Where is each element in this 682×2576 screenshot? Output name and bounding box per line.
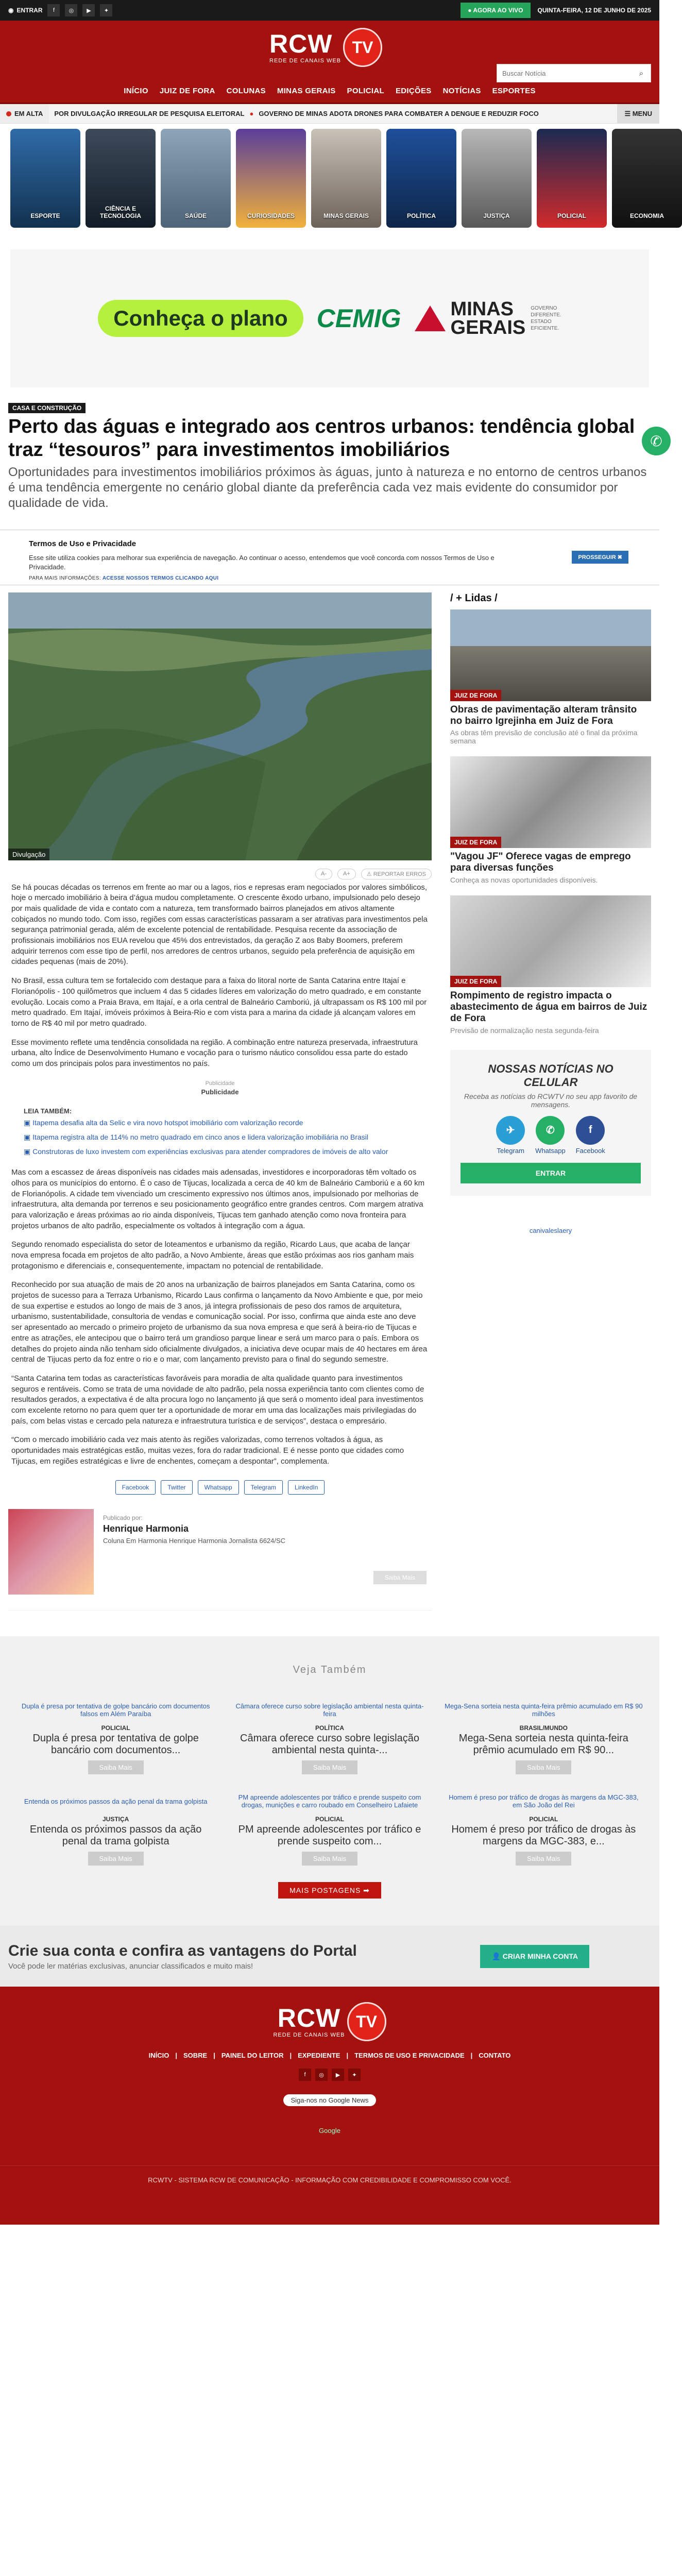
most-read-item[interactable]: JUIZ DE FORA "Vagou JF" Oferece vagas de emprego para diversas funções Conheça as novas oportunidades disponíveis. bbox=[450, 756, 651, 884]
most-read-item[interactable]: JUIZ DE FORA Obras de pavimentação alteram trânsito no bairro Igrejinha em Juiz de Fora As obras têm previsão de conclusão até o final da próxima semana bbox=[450, 609, 651, 745]
nav-policial[interactable]: POLICIAL bbox=[347, 87, 384, 95]
related-links: LEIA TAMBÉM: ▣ Itapema desafia alta da Selic e vira novo hotspot imobiliário com valorização recorde ▣ Itapema registra alta de 114% no metro quadrado em cinco anos e lidera valorização imobiliária no Brasil ▣ Construtoras de luxo investem com experiências exclusivas para atender compradores de imóveis de alto valor bbox=[11, 1107, 429, 1156]
twitter-icon[interactable]: ✦ bbox=[100, 4, 112, 16]
login-button[interactable]: ◉ ENTRAR bbox=[8, 7, 43, 14]
cookie-accept-button[interactable]: PROSSEGUIR ✖ bbox=[572, 551, 628, 564]
share-telegram-button[interactable]: Telegram bbox=[244, 1480, 283, 1495]
category-saude[interactable]: SAÚDE bbox=[161, 129, 231, 228]
ticker-item[interactable]: POR DIVULGAÇÃO IRREGULAR DE PESQUISA ELEITORAL bbox=[54, 110, 245, 117]
search-icon[interactable]: ⌕ bbox=[639, 69, 644, 78]
site-header bbox=[0, 21, 659, 104]
article-title: Perto das águas e integrado aos centros urbanos: tendência global traz “tesouros” para investimentos imobiliários bbox=[8, 416, 635, 461]
article-main bbox=[8, 592, 432, 1611]
share-buttons bbox=[8, 1480, 432, 1495]
nav-minas-gerais[interactable]: MINAS GERAIS bbox=[277, 87, 336, 95]
see-also-card[interactable]: Dupla é presa por tentativa de golpe bancário com documentos falsos em Além Paraíba POLICIAL Dupla é presa por tentativa de golpe bancário com documentos... Saiba Mais bbox=[16, 1697, 215, 1774]
twitter-icon[interactable]: ✦ bbox=[348, 2069, 361, 2081]
minas-gerais-logo-icon bbox=[415, 306, 446, 331]
search-input[interactable] bbox=[497, 64, 632, 82]
read-more-button: Saiba Mais bbox=[302, 1852, 357, 1866]
footer-link-inicio[interactable]: INÍCIO bbox=[148, 2052, 169, 2060]
signup-cta: Crie sua conta e confira as vantagens do Portal Você pode ler matérias exclusivas, anunciar classificados e muito mais! 👤 CRIAR MINHA CONTA bbox=[0, 1926, 659, 1987]
menu-button[interactable]: ☰ MENU bbox=[617, 104, 659, 123]
share-linkedin-button[interactable]: LinkedIn bbox=[288, 1480, 325, 1495]
telegram-link[interactable]: ✈ Telegram bbox=[496, 1116, 525, 1155]
site-footer bbox=[0, 1987, 659, 2225]
share-whatsapp-button[interactable]: Whatsapp bbox=[198, 1480, 239, 1495]
category-curiosidades[interactable]: CURIOSIDADES bbox=[236, 129, 306, 228]
footer-links: INÍCIO | SOBRE | PAINEL DO LEITOR | EXPEDIENTE | TERMOS DE USO E PRIVACIDADE | CONTATO bbox=[148, 2052, 511, 2060]
live-button[interactable]: ● AGORA AO VIVO bbox=[461, 3, 530, 18]
footer-logo[interactable]: RCW REDE DE CANAIS WEB TV bbox=[273, 2002, 386, 2041]
see-also-card[interactable]: Entenda os próximos passos da ação penal da trama golpista JUSTIÇA Entenda os próximos passos da ação penal da trama golpista Saiba Mais bbox=[16, 1788, 215, 1866]
nav-edicoes[interactable]: EDIÇÕES bbox=[395, 87, 432, 95]
youtube-icon[interactable]: ▶ bbox=[332, 2069, 344, 2081]
more-posts-button[interactable]: MAIS POSTAGENS ➡ bbox=[278, 1882, 381, 1899]
trending-ticker: EM ALTA POR DIVULGAÇÃO IRREGULAR DE PESQUISA ELEITORAL ● GOVERNO DE MINAS ADOTA DRONES PARA COMBATER A DENGUE E REDUZIR FOCO ☰ MENU bbox=[0, 104, 659, 124]
see-also-card[interactable]: Câmara oferece curso sobre legislação ambiental nesta quinta-feira POLÍTICA Câmara oferece curso sobre legislação ambiental nesta quinta-... Saiba Mais bbox=[230, 1697, 429, 1774]
category-carousel bbox=[0, 124, 664, 235]
see-also-card[interactable]: Homem é preso por tráfico de drogas às margens da MGC-383, em São João del Rei POLICIAL Homem é preso por tráfico de drogas às margens da MGC-383, e... Saiba Mais bbox=[445, 1788, 643, 1866]
category-politica[interactable]: POLÍTICA bbox=[386, 129, 456, 228]
ad-image-link[interactable]: canivaleslaery bbox=[529, 1226, 572, 1234]
category-esporte[interactable]: ESPORTE bbox=[10, 129, 80, 228]
site-logo[interactable]: RCW REDE DE CANAIS WEB TV bbox=[269, 28, 382, 67]
avatar bbox=[8, 1509, 94, 1595]
category-minas-gerais[interactable]: MINAS GERAIS bbox=[311, 129, 381, 228]
see-also-card[interactable]: PM apreende adolescentes por tráfico e prende suspeito com drogas, munições e carro roubado em Conselheiro Lafaiete POLICIAL PM apreende adolescentes por tráfico e prende suspeito com... Saiba Mais bbox=[230, 1788, 429, 1866]
nav-esportes[interactable]: ESPORTES bbox=[492, 87, 536, 95]
nav-colunas[interactable]: COLUNAS bbox=[226, 87, 266, 95]
whatsapp-icon: ✆ bbox=[536, 1116, 565, 1145]
separator-dot: ● bbox=[249, 110, 254, 117]
ad-banner[interactable]: Conheça o plano CEMIG MINAS GERAIS GOVERNO DIFERENTE. ESTADO EFICIENTE. bbox=[10, 249, 649, 387]
see-also-section: Veja Também Dupla é presa por tentativa de golpe bancário com documentos falsos em Além Paraíba POLICIAL Dupla é presa por tentativa de golpe bancário com documentos... Saiba Mais Câmara oferece curso sobre legislação ambiental nesta quinta-feira POLÍTICA Câmara oferece curso sobre legislação ambiental nesta quinta-... Saiba Mais Mega-Sena sorteia nesta quinta-feira prêmio acumulado em R$ 90 milhões BRASIL/MUNDO Mega-Sena sorteia nesta quinta-feira prêmio acumulado em R$ 90... Saiba Mais Entenda os próximos passos da ação penal da trama golpista JUSTIÇA Entenda os próximos passos da ação penal da trama golpista Saiba Mais PM apreende adolescentes por tráfico e prende suspeito com drogas, munições e carro roubado em Conselheiro Lafaiete POLICIAL PM apreende adolescentes por tráfico e prende suspeito com... Saiba Mais Homem é preso por tráfico de drogas às margens da MGC-383, em São João del Rei POLICIAL Homem é preso por tráfico de drogas às margens da MGC-383, e... Saiba Mais MAIS POSTAGENS ➡ bbox=[0, 1636, 659, 1926]
nav-inicio[interactable]: INÍCIO bbox=[124, 87, 148, 95]
current-date: QUINTA-FEIRA, 12 DE JUNHO DE 2025 bbox=[537, 7, 651, 14]
copyright: RCWTV - SISTEMA RCW DE COMUNICAÇÃO - INFORMAÇÃO COM CREDIBILIDADE E COMPROMISSO COM VOCÊ. bbox=[0, 2165, 659, 2184]
article-body: Se há poucas décadas os terrenos em frente ao mar ou a lagos, rios e represas eram negociados por valores simbólicos, hoje o mercado imobiliário à beira d’água mudou completamente. O crescente êxodo urbano, impulsionado pelo desejo por mais qualidade de vida e contato com a natureza, tem transformado bairros planejados em ativos altamente cobiçados no mundo todo. Com isso, regiões com essas características passaram a ser atrativas para investimentos pela segurança patrimonial gerada, além de excelente potencial de rentabilidade. Pesquisa recente da associação de profissionais imobiliários nos EUA revelou que 45% dos entrevistados, da geração Z aos Baby Boomers, preferem adquirir terrenos com esse tipo de perfil, nos arredores de centros urbanos, seguido pela preferência de aquisição em cidades pequenas (mais de 20%). No Brasil, essa cultura tem se fortalecido com destaque para a faixa do litoral norte de Santa Catarina entre Itajaí e Florianópolis - 100 quilômetros que incluem 4 das 5 cidades líderes em valorização do metro quadrado, e em constante evolução. Locais como a Praia Brava, em Itajaí, e a orla central de Balneário Camboriú, já ultrapassam os R$ 100 mil por metro quadrado. Em Itajaí, imóveis próximos à Beira-Rio e com vista para a marina da cidade já alcançam valores em torno de R$ 40 mil por metro quadrado. Esse movimento reflete uma tendência consolidada na região. A combinação entre natureza preservada, infraestrutura urbana, alto Índice de Desenvolvimento Humano e vocação para o turismo náutico consolidou essa parte do estado como um dos principais polos para investimentos no país. Publicidade Publicidade LEIA TAMBÉM: ▣ Itapema desafia alta da Selic e vira novo hotspot imobiliário com valorização recorde ▣ Itapema registra alta de 114% no metro quadrado em cinco anos e lidera valorização imobiliária no Brasil ▣ Construtoras de luxo investem com experiências exclusivas para atender compradores de imóveis de alto valor Mas com a escassez de áreas disponíveis nas cidades mais adensadas, investidores e incorporadoras têm voltado os olhos para os municípios do entorno. É o caso de Tijucas, localizada a cerca de 40 km de Balneário Camboriú e a 60 km de Florianópolis. A cidade tem vivenciado um crescimento expressivo nos últimos anos, impulsionado por melhorias de infraestrutura, alta demanda por terrenos e seu posicionamento geográfico entre grandes centros. Com margem atrativa para valorização e áreas próximas ao rio ainda disponíveis, Tijucas tem ganhado atenção como nova fronteira para projetos urbanos de alto padrão, especialmente os voltados à integração com a água. Segundo renomado especialista do setor de loteamentos e urbanismo da região, Ricardo Laus, que acaba de lançar nova empresa focada em projetos de alto padrão, a Novo Ambiente, áreas que estão próximas aos rios ganham mais protagonismo e diferenciais e, consequentemente, impactam no potencial de rentabilidade. Reconhecido por sua atuação de mais de 20 anos na urbanização de bairros planejados em Santa Catarina, como os projetos de sucesso para a Terraza Urbanismo, Ricardo Laus confirma o lançamento da Novo Ambiente e que, por meio de sua expertise e estudos ao longo de mais de 3 anos, já integra profissionais de peso dos ramos de arquitetura, urbanismo, sustentabilidade, consultoria de vendas e comunicação social. Por isso, confirma que ainda este ano deve ser apresentado ao mercado o primeiro projeto de urbanismo da sua nova empresa e que será à beira-rio de Tijucas e entre as atrações, ele antecipou que o bairro terá um grandioso parque linear e será um marco para o país. Embora os detalhes do projeto ainda não tenham sido oficialmente divulgados, a iniciativa deve ocupar mais de 40 hectares em área central de Tijucas perto da foz entre o rio e o mar, com lançamento previsto para o final do segundo semestre. “Santa Catarina tem todas as características favoráveis para moradia de alta qualidade quanto para investimentos seguros e rentáveis. Como se trata de uma novidade de alto padrão, pela nossa experiência tanto com clientes como de resultados gerados, a expectativa é de alta procura logo no lançamento já que será o momento ideal para investimentos com excelente retorno no para quem quer ter a oportunidade de morar em uma das localizações mais privilegiadas do país, com belas vistas e cercado pela natureza e infraestrutura turística e de serviços”, destaca o empresário. “Com o mercado imobiliário cada vez mais atento às regiões valorizadas, como terrenos voltados à água, as oportunidades mais estratégicas estão, muitas vezes, fora do radar tradicional. E é nesse ponto que cidades como Tijucas, em regiões estratégicas e livre de enchentes, começam a despontar”, complementa. bbox=[8, 883, 432, 1467]
report-error-button[interactable]: ⚠ REPORTAR ERROS bbox=[361, 869, 432, 879]
telegram-icon: ✈ bbox=[496, 1116, 525, 1145]
terms-link[interactable]: ACESSE NOSSOS TERMOS CLICANDO AQUI bbox=[102, 575, 219, 582]
author-name[interactable]: Henrique Harmonia bbox=[103, 1523, 189, 1534]
share-twitter-button[interactable]: Twitter bbox=[161, 1480, 192, 1495]
nav-noticias[interactable]: NOTÍCIAS bbox=[442, 87, 481, 95]
read-more-button: Saiba Mais bbox=[516, 1852, 571, 1866]
footer-link-expediente[interactable]: EXPEDIENTE bbox=[298, 2052, 340, 2060]
category-justica[interactable]: JUSTIÇA bbox=[462, 129, 532, 228]
nav-juiz-de-fora[interactable]: JUIZ DE FORA bbox=[159, 87, 215, 95]
most-read-item[interactable]: JUIZ DE FORA Rompimento de registro impacta o abastecimento de água em bairros de Juiz de Fora Previsão de normalização nesta segunda-feira bbox=[450, 895, 651, 1035]
live-dot-icon bbox=[6, 111, 11, 116]
google-badge-link[interactable]: Google bbox=[319, 2127, 340, 2135]
whatsapp-link[interactable]: ✆ Whatsapp bbox=[535, 1116, 566, 1155]
article-category[interactable]: CASA E CONSTRUÇÃO bbox=[8, 403, 86, 413]
facebook-icon: f bbox=[576, 1116, 605, 1145]
facebook-icon[interactable]: f bbox=[299, 2069, 311, 2081]
footer-link-painel[interactable]: PAINEL DO LEITOR bbox=[221, 2052, 284, 2060]
related-link[interactable]: ▣ Itapema registra alta de 114% no metro quadrado em cinco anos e lidera valorização imobiliária no Brasil bbox=[24, 1132, 368, 1141]
sidebar bbox=[450, 592, 651, 1611]
google-news-button[interactable]: Siga-nos no Google News bbox=[283, 2094, 376, 2106]
enter-button[interactable]: ENTRAR bbox=[461, 1163, 641, 1183]
category-policial[interactable]: POLICIAL bbox=[537, 129, 607, 228]
article-image bbox=[8, 592, 432, 860]
related-link[interactable]: ▣ Itapema desafia alta da Selic e vira novo hotspot imobiliário com valorização recorde bbox=[24, 1118, 303, 1127]
read-more-button: Saiba Mais bbox=[88, 1760, 144, 1774]
river-landscape-image bbox=[8, 592, 432, 860]
author-box: Publicado por: Henrique Harmonia Coluna Em Harmonia Henrique Harmonia Jornalista 6624/SC Saiba Mais bbox=[8, 1504, 432, 1611]
author-more-button[interactable]: Saiba Mais bbox=[373, 1571, 427, 1584]
create-account-button[interactable]: 👤 CRIAR MINHA CONTA bbox=[480, 1945, 589, 1968]
instagram-icon[interactable]: ◎ bbox=[315, 2069, 328, 2081]
cookie-banner: Termos de Uso e Privacidade Esse site utiliza cookies para melhorar sua experiência de navegação. Ao continuar o acesso, entendemos que você concorda com nossos Termos de Uso e Privacidade. PARA MAIS INFORMAÇÕES: ACESSE NOSSOS TERMOS CLICANDO AQUI PROSSEGUIR ✖ bbox=[0, 530, 659, 585]
article-subtitle: Oportunidades para investimentos imobiliários próximos às águas, junto à natureza e no entorno de centros urbanos é uma tendência emergente no cenário global diante da preferência cada vez mais evidente do consumidor por qualidade de vida. bbox=[8, 465, 647, 510]
image-caption: Divulgação bbox=[8, 849, 49, 860]
category-ciencia[interactable]: CIÊNCIA E TECNOLOGIA bbox=[86, 129, 156, 228]
instagram-icon[interactable]: ◎ bbox=[65, 4, 77, 16]
font-decrease-button[interactable]: A- bbox=[315, 869, 332, 879]
share-facebook-button[interactable]: Facebook bbox=[115, 1480, 156, 1495]
footer-link-contato[interactable]: CONTATO bbox=[479, 2052, 511, 2060]
article-tools bbox=[8, 860, 432, 883]
footer-link-sobre[interactable]: SOBRE bbox=[183, 2052, 208, 2060]
most-read-title: / + Lidas / bbox=[450, 592, 498, 604]
main-nav bbox=[0, 87, 659, 95]
ad-slot: Publicidade Publicidade bbox=[201, 1080, 239, 1096]
read-more-button: Saiba Mais bbox=[516, 1760, 571, 1774]
search-box bbox=[497, 64, 651, 82]
youtube-icon[interactable]: ▶ bbox=[82, 4, 95, 16]
facebook-link[interactable]: f Facebook bbox=[576, 1116, 605, 1155]
font-increase-button[interactable]: A+ bbox=[337, 869, 356, 879]
ticker-item[interactable]: GOVERNO DE MINAS ADOTA DRONES PARA COMBATER A DENGUE E REDUZIR FOCO bbox=[259, 110, 539, 117]
related-link[interactable]: ▣ Construtoras de luxo investem com experiências exclusivas para atender compradores de imóveis de alto valor bbox=[24, 1147, 388, 1156]
whatsapp-float-icon[interactable]: ✆ bbox=[642, 427, 671, 455]
facebook-icon[interactable]: f bbox=[47, 4, 60, 16]
mobile-news-box: NOSSAS NOTÍCIAS NO CELULAR Receba as notícias do RCWTV no seu app favorito de mensagens. ✈ Telegram ✆ Whatsapp f Facebook ENTRAR bbox=[450, 1050, 651, 1196]
read-more-button: Saiba Mais bbox=[302, 1760, 357, 1774]
footer-link-termos[interactable]: TERMOS DE USO E PRIVACIDADE bbox=[354, 2052, 465, 2060]
category-economia[interactable]: ECONOMIA bbox=[612, 129, 682, 228]
see-also-card[interactable]: Mega-Sena sorteia nesta quinta-feira prêmio acumulado em R$ 90 milhões BRASIL/MUNDO Mega-Sena sorteia nesta quinta-feira prêmio acumulado em R$ 90... Saiba Mais bbox=[445, 1697, 643, 1774]
user-icon: ◉ bbox=[8, 7, 14, 14]
top-bar bbox=[0, 0, 659, 21]
read-more-button: Saiba Mais bbox=[88, 1852, 144, 1866]
